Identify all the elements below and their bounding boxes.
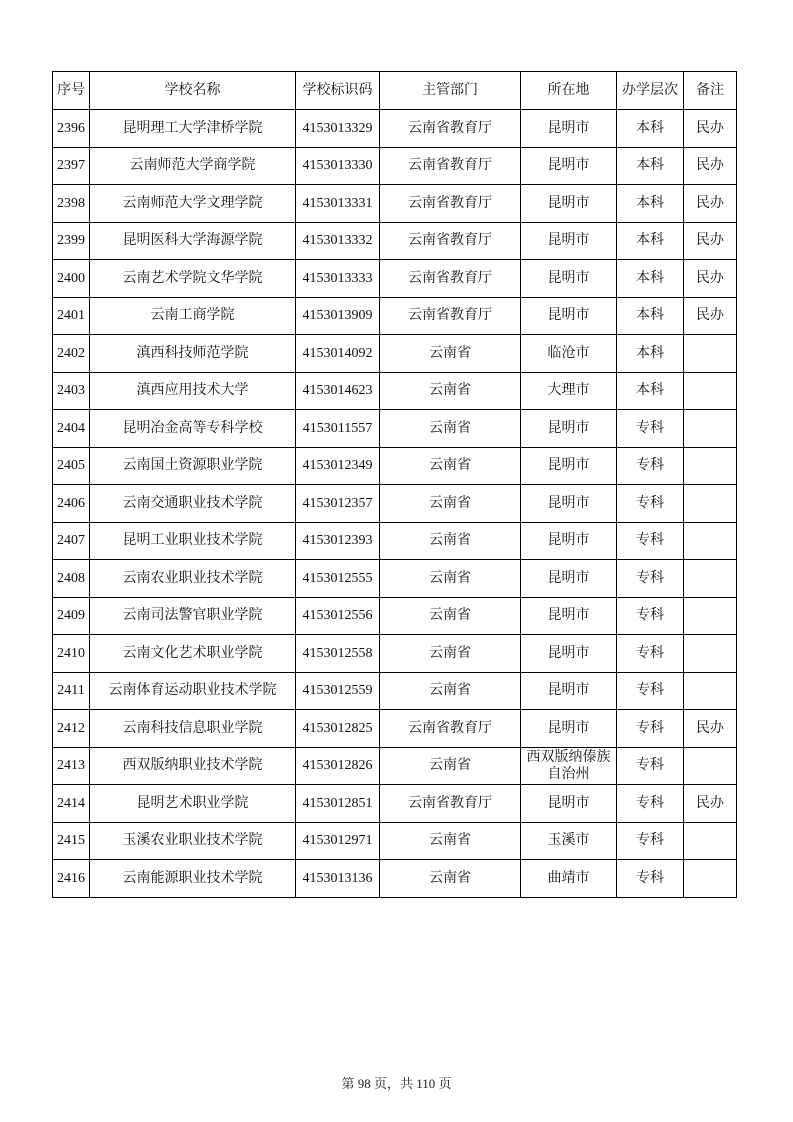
header-school-code: 学校标识码: [296, 72, 380, 110]
cell-school-name: 昆明医科大学海源学院: [90, 222, 296, 260]
cell-remark: [684, 522, 737, 560]
cell-department: 云南省教育厅: [380, 222, 521, 260]
cell-department: 云南省: [380, 597, 521, 635]
table-row: [53, 597, 737, 635]
cell-remark: 民办: [684, 785, 737, 823]
cell-remark: [684, 822, 737, 860]
cell-index: 2398: [53, 185, 90, 223]
cell-school-name: 玉溪农业职业技术学院: [90, 822, 296, 860]
cell-school-code: 4153012357: [296, 485, 380, 523]
cell-index: 2402: [53, 335, 90, 373]
header-school-name: 学校名称: [90, 72, 296, 110]
cell-department: 云南省: [380, 485, 521, 523]
cell-index: 2411: [53, 672, 90, 710]
cell-index: 2409: [53, 597, 90, 635]
cell-index: 2401: [53, 297, 90, 335]
cell-school-name: 滇西科技师范学院: [90, 335, 296, 373]
table-row: [53, 260, 737, 298]
cell-index: 2400: [53, 260, 90, 298]
cell-location: 昆明市: [521, 597, 617, 635]
table-row: [53, 710, 737, 748]
cell-index: 2405: [53, 447, 90, 485]
table-row: [53, 335, 737, 373]
cell-school-name: 西双版纳职业技术学院: [90, 747, 296, 785]
cell-school-name: 云南师范大学商学院: [90, 147, 296, 185]
cell-index: 2415: [53, 822, 90, 860]
cell-level: 专科: [617, 635, 684, 673]
cell-department: 云南省教育厅: [380, 710, 521, 748]
table-row: [53, 185, 737, 223]
table-row: [53, 110, 737, 148]
cell-school-code: 4153012558: [296, 635, 380, 673]
cell-department: 云南省: [380, 410, 521, 448]
header-location: 所在地: [521, 72, 617, 110]
cell-school-code: 4153013333: [296, 260, 380, 298]
cell-school-code: 4153014092: [296, 335, 380, 373]
header-department: 主管部门: [380, 72, 521, 110]
cell-school-name: 云南艺术学院文华学院: [90, 260, 296, 298]
cell-level: 本科: [617, 110, 684, 148]
page-footer: 第 98 页，共 110 页: [341, 1076, 452, 1091]
cell-location: 昆明市: [521, 147, 617, 185]
cell-level: 专科: [617, 485, 684, 523]
cell-level: 专科: [617, 747, 684, 785]
cell-level: 专科: [617, 560, 684, 598]
cell-department: 云南省: [380, 822, 521, 860]
cell-school-code: 4153012826: [296, 747, 380, 785]
cell-department: 云南省教育厅: [380, 785, 521, 823]
cell-school-name: 云南文化艺术职业学院: [90, 635, 296, 673]
cell-location: 昆明市: [521, 185, 617, 223]
cell-location: 昆明市: [521, 110, 617, 148]
cell-school-code: 4153013329: [296, 110, 380, 148]
cell-index: 2412: [53, 710, 90, 748]
header-level: 办学层次: [617, 72, 684, 110]
cell-department: 云南省: [380, 335, 521, 373]
cell-index: 2396: [53, 110, 90, 148]
cell-level: 专科: [617, 447, 684, 485]
cell-remark: [684, 485, 737, 523]
header-remark: 备注: [684, 72, 737, 110]
cell-school-name: 滇西应用技术大学: [90, 372, 296, 410]
cell-remark: [684, 447, 737, 485]
cell-department: 云南省: [380, 447, 521, 485]
table-row: [53, 410, 737, 448]
table-header-row: [53, 72, 737, 110]
cell-location: 昆明市: [521, 222, 617, 260]
table-row: [53, 222, 737, 260]
cell-school-code: 4153012393: [296, 522, 380, 560]
cell-level: 本科: [617, 372, 684, 410]
cell-index: 2399: [53, 222, 90, 260]
cell-school-code: 4153013331: [296, 185, 380, 223]
cell-school-code: 4153012349: [296, 447, 380, 485]
cell-school-code: 4153012971: [296, 822, 380, 860]
cell-school-name: 云南能源职业技术学院: [90, 860, 296, 898]
cell-remark: 民办: [684, 260, 737, 298]
cell-school-name: 昆明艺术职业学院: [90, 785, 296, 823]
cell-location: 昆明市: [521, 560, 617, 598]
cell-location: 昆明市: [521, 297, 617, 335]
cell-index: 2410: [53, 635, 90, 673]
cell-index: 2406: [53, 485, 90, 523]
cell-index: 2407: [53, 522, 90, 560]
cell-remark: [684, 747, 737, 785]
cell-department: 云南省: [380, 747, 521, 785]
cell-department: 云南省教育厅: [380, 147, 521, 185]
cell-index: 2416: [53, 860, 90, 898]
cell-level: 专科: [617, 785, 684, 823]
cell-level: 专科: [617, 822, 684, 860]
cell-remark: 民办: [684, 185, 737, 223]
cell-school-name: 云南交通职业技术学院: [90, 485, 296, 523]
cell-level: 本科: [617, 185, 684, 223]
cell-index: 2408: [53, 560, 90, 598]
cell-school-code: 4153012555: [296, 560, 380, 598]
school-list-table: [52, 71, 737, 898]
cell-level: 专科: [617, 860, 684, 898]
table-row: [53, 372, 737, 410]
cell-location: 曲靖市: [521, 860, 617, 898]
cell-level: 专科: [617, 522, 684, 560]
cell-location: 昆明市: [521, 410, 617, 448]
cell-department: 云南省: [380, 372, 521, 410]
cell-level: 专科: [617, 710, 684, 748]
cell-remark: [684, 860, 737, 898]
cell-remark: 民办: [684, 710, 737, 748]
cell-department: 云南省教育厅: [380, 297, 521, 335]
cell-location: 昆明市: [521, 635, 617, 673]
cell-location: 昆明市: [521, 785, 617, 823]
cell-school-name: 昆明冶金高等专科学校: [90, 410, 296, 448]
cell-department: 云南省: [380, 860, 521, 898]
cell-school-code: 4153011557: [296, 410, 380, 448]
cell-school-name: 云南科技信息职业学院: [90, 710, 296, 748]
cell-level: 专科: [617, 410, 684, 448]
cell-remark: [684, 672, 737, 710]
cell-school-name: 昆明工业职业技术学院: [90, 522, 296, 560]
cell-location: 临沧市: [521, 335, 617, 373]
cell-location: 昆明市: [521, 485, 617, 523]
table-row: [53, 785, 737, 823]
table-row: [53, 147, 737, 185]
cell-school-code: 4153012556: [296, 597, 380, 635]
cell-school-name: 云南工商学院: [90, 297, 296, 335]
cell-location: 昆明市: [521, 710, 617, 748]
cell-school-name: 云南体育运动职业技术学院: [90, 672, 296, 710]
cell-school-code: 4153014623: [296, 372, 380, 410]
table-row: [53, 522, 737, 560]
cell-level: 本科: [617, 147, 684, 185]
cell-school-name: 云南师范大学文理学院: [90, 185, 296, 223]
table-row: [53, 485, 737, 523]
cell-location: 昆明市: [521, 447, 617, 485]
cell-department: 云南省: [380, 522, 521, 560]
cell-location: 昆明市: [521, 260, 617, 298]
cell-location: 昆明市: [521, 522, 617, 560]
cell-school-name: 云南国土资源职业学院: [90, 447, 296, 485]
cell-remark: 民办: [684, 297, 737, 335]
cell-index: 2397: [53, 147, 90, 185]
table-row: [53, 860, 737, 898]
cell-school-code: 4153012851: [296, 785, 380, 823]
table-row: [53, 447, 737, 485]
cell-level: 本科: [617, 222, 684, 260]
cell-department: 云南省教育厅: [380, 110, 521, 148]
cell-department: 云南省教育厅: [380, 260, 521, 298]
cell-school-code: 4153013330: [296, 147, 380, 185]
cell-school-code: 4153012825: [296, 710, 380, 748]
cell-remark: 民办: [684, 147, 737, 185]
cell-department: 云南省: [380, 672, 521, 710]
table-row: [53, 747, 737, 785]
cell-school-name: 昆明理工大学津桥学院: [90, 110, 296, 148]
cell-remark: [684, 635, 737, 673]
cell-school-code: 4153012559: [296, 672, 380, 710]
cell-department: 云南省: [380, 635, 521, 673]
table-body: [53, 110, 737, 898]
cell-level: 本科: [617, 335, 684, 373]
table-row: [53, 635, 737, 673]
cell-level: 本科: [617, 297, 684, 335]
cell-remark: [684, 410, 737, 448]
cell-department: 云南省教育厅: [380, 185, 521, 223]
cell-level: 专科: [617, 597, 684, 635]
cell-school-code: 4153013909: [296, 297, 380, 335]
cell-location: 昆明市: [521, 672, 617, 710]
cell-index: 2414: [53, 785, 90, 823]
cell-remark: [684, 372, 737, 410]
cell-school-name: 云南农业职业技术学院: [90, 560, 296, 598]
cell-index: 2413: [53, 747, 90, 785]
cell-location: 大理市: [521, 372, 617, 410]
table-row: [53, 560, 737, 598]
cell-remark: 民办: [684, 110, 737, 148]
table-row: [53, 672, 737, 710]
cell-department: 云南省: [380, 560, 521, 598]
cell-level: 本科: [617, 260, 684, 298]
cell-school-code: 4153013332: [296, 222, 380, 260]
cell-remark: [684, 335, 737, 373]
cell-index: 2404: [53, 410, 90, 448]
cell-location: 西双版纳傣族 自治州: [521, 747, 617, 785]
cell-remark: 民办: [684, 222, 737, 260]
table-row: [53, 822, 737, 860]
cell-remark: [684, 597, 737, 635]
cell-school-name: 云南司法警官职业学院: [90, 597, 296, 635]
cell-remark: [684, 560, 737, 598]
cell-index: 2403: [53, 372, 90, 410]
cell-location: 玉溪市: [521, 822, 617, 860]
header-index: 序号: [53, 72, 90, 110]
table-row: [53, 297, 737, 335]
cell-school-code: 4153013136: [296, 860, 380, 898]
cell-level: 专科: [617, 672, 684, 710]
